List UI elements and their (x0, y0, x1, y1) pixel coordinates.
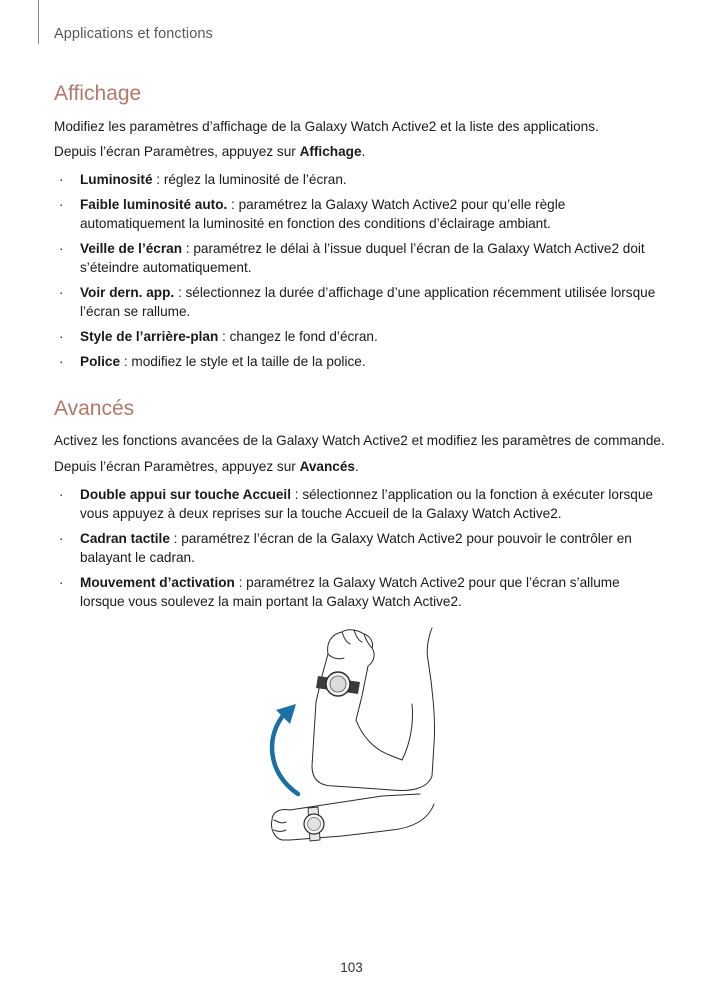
path-bold: Avancés (299, 459, 355, 474)
path-prefix: Depuis l’écran Paramètres, appuyez sur (54, 144, 300, 159)
item-term: Voir dern. app. (80, 285, 175, 300)
running-header: Applications et fonctions (54, 26, 213, 42)
list-item: · Luminosité : réglez la luminosité de l’écran. (59, 172, 347, 187)
item-term: Police (80, 354, 121, 369)
item-desc: : modifiez le style et la taille de la police. (120, 354, 366, 369)
item-desc: : changez le fond d’écran. (218, 329, 378, 344)
path-bold: Affichage (299, 144, 362, 159)
item-desc: : paramétrez la Galaxy Watch Active2 pour que l’écran s’allume lorsque vous soulevez la main portant la Galaxy Watch Active2. (80, 575, 620, 609)
item-term: Style de l’arrière-plan (80, 329, 219, 344)
curved-arrow-icon (272, 704, 298, 794)
item-desc: : sélectionnez la durée d’affichage d’une application récemment utilisée lorsque l’écran se rallume. (80, 285, 656, 319)
list-item: · Mouvement d’activation : paramétrez la Galaxy Watch Active2 pour que l’écran s’allume lorsque vous soulevez la main portant la Galaxy Watch Active2. (59, 575, 620, 609)
section-title-avances: Avancés (54, 397, 135, 420)
list-item: · Voir dern. app. : sélectionnez la durée d’affichage d’une application récemment utilisée lorsque l’écran se rallume. (59, 285, 656, 319)
item-desc: : réglez la luminosité de l’écran. (152, 172, 347, 187)
list-item: · Faible luminosité auto. : paramétrez la Galaxy Watch Active2 pour qu’elle règle automatiquement la luminosité en fonction des conditions d’éclairage ambiant. (59, 197, 566, 231)
item-desc: : sélectionnez l’application ou la fonction à exécuter lorsque vous appuyez à deux reprises sur la touche Accueil de la Galaxy Watch Active2. (80, 487, 653, 521)
avances-intro: Activez les fonctions avancées de la Galaxy Watch Active2 et modifiez les paramètres de commande. (54, 433, 665, 448)
avances-path (54, 458, 664, 476)
margin-rule (38, 0, 39, 44)
wrist-raise-illustration (262, 624, 442, 856)
page-number: 103 (340, 960, 363, 975)
avances-list (54, 485, 664, 617)
list-item: · Veille de l’écran : paramétrez le délai à l’issue duquel l’écran de la Galaxy Watch Active2 doit s’éteindre automatiquement. (59, 241, 645, 275)
item-term: Double appui sur touche Accueil (80, 487, 291, 502)
item-desc: : paramétrez l’écran de la Galaxy Watch Active2 pour pouvoir le contrôler en balayant le cadran. (80, 531, 632, 565)
path-suffix: . (354, 459, 359, 474)
path-suffix: . (361, 144, 366, 159)
list-item: · Double appui sur touche Accueil : sélectionnez l’application ou la fonction à exécuter lorsque vous appuyez à deux reprises sur la touche Accueil de la Galaxy Watch Active2. (59, 487, 653, 521)
item-term: Cadran tactile (80, 531, 170, 546)
item-term: Faible luminosité auto. (80, 197, 228, 212)
item-desc: : paramétrez le délai à l’issue duquel l’écran de la Galaxy Watch Active2 doit s’éteindre automatiquement. (80, 241, 645, 275)
section-title-affichage: Affichage (54, 82, 142, 105)
affichage-list (54, 170, 664, 377)
list-item: · Cadran tactile : paramétrez l’écran de la Galaxy Watch Active2 pour pouvoir le contrôler en balayant le cadran. (59, 531, 632, 565)
affichage-intro: Modifiez les paramètres d’affichage de la Galaxy Watch Active2 et la liste des applications. (54, 119, 599, 134)
affichage-path (54, 143, 664, 161)
list-item: · Style de l’arrière-plan : changez le fond d’écran. (59, 329, 378, 344)
item-desc: : paramétrez la Galaxy Watch Active2 pour qu’elle règle automatiquement la luminosité en fonction des conditions d’éclairage ambiant. (80, 197, 566, 231)
list-item: · Police : modifiez le style et la taille de la police. (59, 354, 366, 369)
item-term: Luminosité (80, 172, 153, 187)
item-term: Mouvement d’activation (80, 575, 235, 590)
path-prefix: Depuis l’écran Paramètres, appuyez sur (54, 459, 300, 474)
item-term: Veille de l’écran (80, 241, 183, 256)
watch-icon (304, 807, 324, 841)
